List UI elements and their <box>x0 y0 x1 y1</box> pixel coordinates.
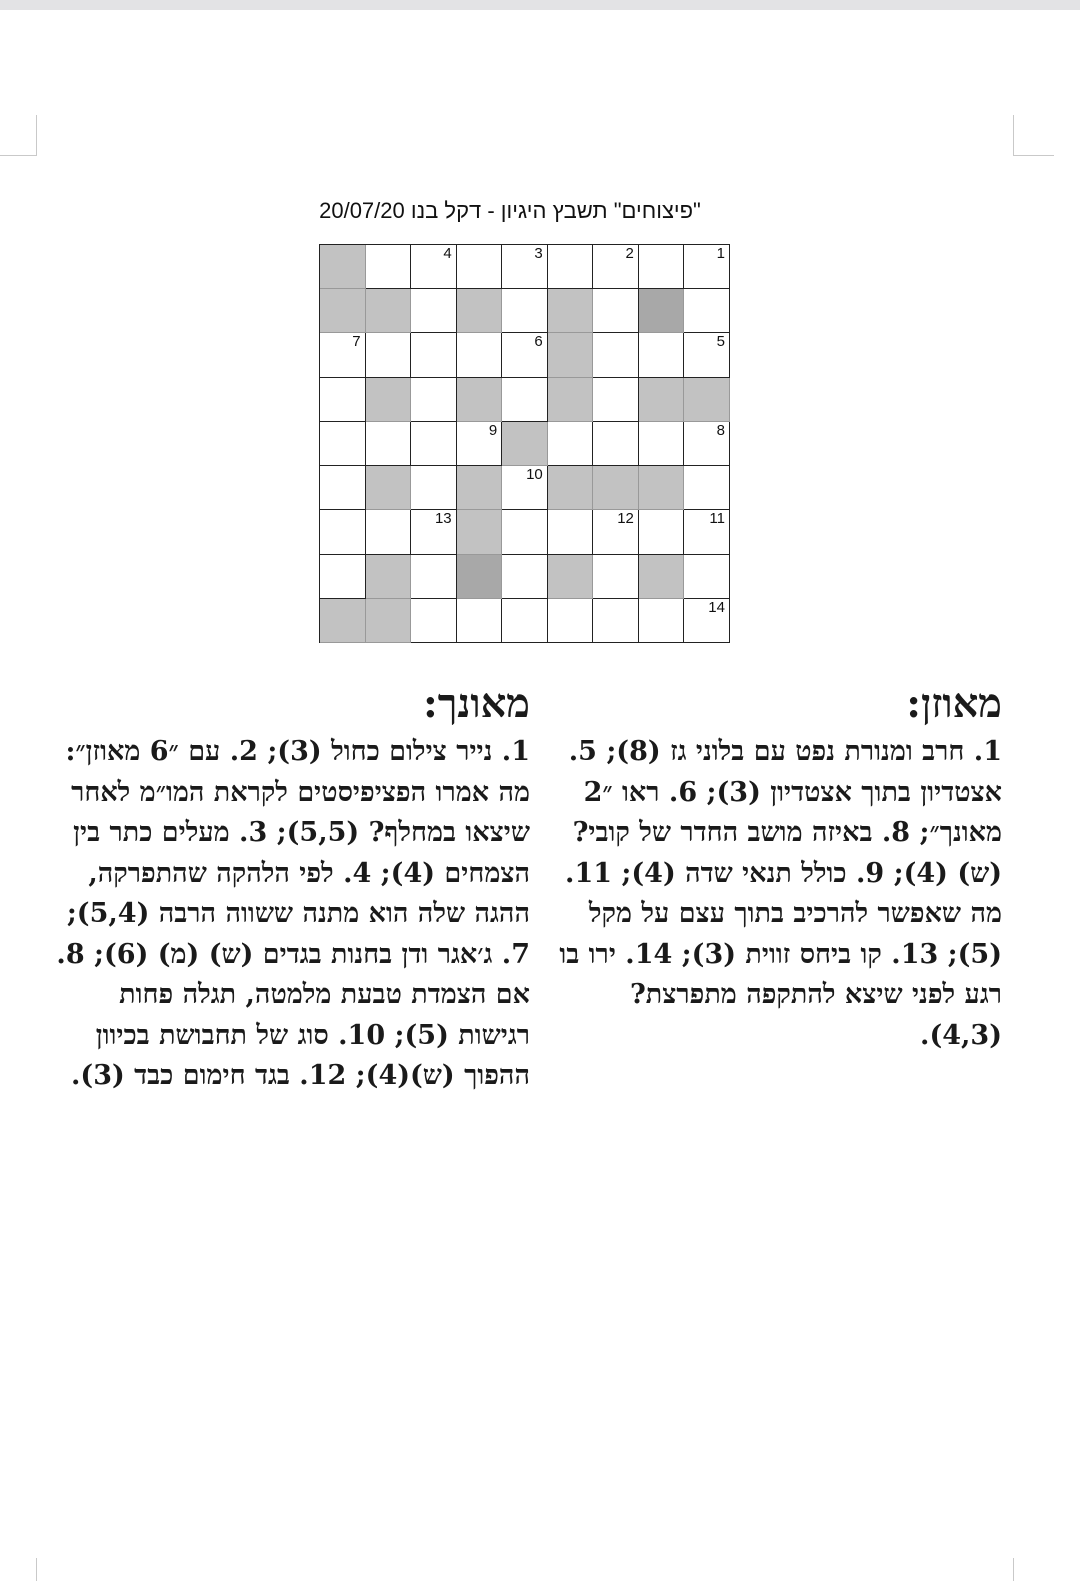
grid-cell[interactable] <box>593 289 639 333</box>
grid-cell[interactable] <box>502 466 548 510</box>
grid-cell[interactable] <box>411 422 457 466</box>
black-cell <box>366 599 412 643</box>
page-title: "פיצוחים" תשבץ היגיון - דקל בנו 20/07/20 <box>319 198 701 223</box>
grid-cell[interactable] <box>411 510 457 554</box>
cell-number: 13 <box>434 510 452 528</box>
grid-cell[interactable] <box>593 555 639 599</box>
grid-cell[interactable] <box>502 378 548 422</box>
grid-cell[interactable] <box>593 378 639 422</box>
grid-cell[interactable] <box>639 599 685 643</box>
black-cell <box>639 378 685 422</box>
grid-cell[interactable] <box>366 510 412 554</box>
grid-cell[interactable] <box>548 245 594 289</box>
crop-mark-top-right <box>1013 115 1054 156</box>
black-cell <box>320 599 366 643</box>
down-clue-text: 1. נייר צילום כחול (3); 2. עם ״6 מאוזן״: מה אמרו הפציפיסטים לקראת המו״מ לאחר שיצאו במחלף? (5,5); 3. מעלים כתר בין הצמחים (4); 4. לפי הלהקה שהתפרקה, ההגה שלה הוא מתנה ששווה הרבה (5,4); 7. ג׳אגר ודן בחנות בגדים (ש) (מ) (6); 8. אם הצמדת טבעת מלמטה, תגלה פחות רגישות (5); 10. סוג של תחבושת בכיוון ההפוך (ש)(4); 12. בגד חימום כבד (3). <box>56 736 530 1091</box>
across-heading: מאוזן: <box>906 680 1002 727</box>
grid-cell[interactable] <box>320 422 366 466</box>
crossword-grid <box>319 244 730 643</box>
crop-mark-top-left <box>0 115 37 156</box>
cell-number: 2 <box>625 245 634 262</box>
grid-cell[interactable] <box>457 333 503 377</box>
grid-cell[interactable] <box>593 245 639 289</box>
grid-cell[interactable] <box>320 378 366 422</box>
top-bar <box>0 0 1080 10</box>
down-heading: מאונך: <box>422 680 530 727</box>
cell-number: 6 <box>534 333 543 351</box>
grid-cell[interactable] <box>684 422 730 466</box>
grid-cell[interactable] <box>502 555 548 599</box>
grid-cell[interactable] <box>684 510 730 554</box>
cell-number: 7 <box>352 333 361 351</box>
grid-cell[interactable] <box>548 599 594 643</box>
grid-cell[interactable] <box>502 510 548 554</box>
black-cell <box>366 555 412 599</box>
grid-cell[interactable] <box>502 289 548 333</box>
grid-cell[interactable] <box>411 466 457 510</box>
crop-mark-bottom-right <box>1013 1558 1054 1581</box>
grid-cell[interactable] <box>502 333 548 377</box>
cell-number: 11 <box>709 510 725 528</box>
black-cell <box>639 289 685 333</box>
black-cell <box>548 466 594 510</box>
grid-cell[interactable] <box>548 510 594 554</box>
grid-cell[interactable] <box>502 245 548 289</box>
down-clues <box>40 680 530 1097</box>
grid-cell[interactable] <box>684 466 730 510</box>
grid-cell[interactable] <box>684 245 730 289</box>
black-cell <box>457 289 503 333</box>
grid-cell[interactable] <box>320 333 366 377</box>
grid-cell[interactable] <box>593 422 639 466</box>
cell-number: 12 <box>617 510 634 528</box>
grid-cell[interactable] <box>411 333 457 377</box>
black-cell <box>457 555 503 599</box>
grid-cell[interactable] <box>639 245 685 289</box>
grid-cell[interactable] <box>411 289 457 333</box>
grid-cell[interactable] <box>684 555 730 599</box>
cell-number: 3 <box>534 245 543 262</box>
cell-number: 14 <box>708 598 725 616</box>
grid-cell[interactable] <box>411 378 457 422</box>
cell-number: 8 <box>716 421 725 439</box>
black-cell <box>320 245 366 289</box>
across-clues <box>550 680 1002 1056</box>
grid-cell[interactable] <box>639 510 685 554</box>
grid-cell[interactable] <box>366 245 412 289</box>
black-cell <box>457 510 503 554</box>
across-clue-text: 1. חרב ומנורת נפט עם בלוני גז (8); 5. אצטדיון בתוך אצטדיון (3); 6. ראו ״2 מאונך״; 8. באיזה מושב החדר של קובי? (ש) (4); 9. כולל תנאי שדה (4); 11. מה שאפשר להרכיב בתוך עצם על מקל (5); 13. קו ביחס זווית (3); 14. ירו בו רגע לפני שיצא להתקפה מתפרצת? (4,3). <box>559 736 1002 1051</box>
black-cell <box>502 422 548 466</box>
black-cell <box>684 378 730 422</box>
black-cell <box>548 555 594 599</box>
grid-cell[interactable] <box>593 333 639 377</box>
grid-cell[interactable] <box>684 289 730 333</box>
cell-number: 5 <box>716 333 725 351</box>
cell-number: 10 <box>526 466 543 484</box>
grid-cell[interactable] <box>320 466 366 510</box>
black-cell <box>548 333 594 377</box>
cell-number: 1 <box>716 245 725 262</box>
black-cell <box>548 378 594 422</box>
crop-mark-bottom-left <box>0 1558 37 1581</box>
grid-cell[interactable] <box>593 599 639 643</box>
grid-cell[interactable] <box>684 333 730 377</box>
grid-cell[interactable] <box>593 510 639 554</box>
cell-number: 9 <box>488 421 498 439</box>
grid-cell[interactable] <box>684 599 730 643</box>
grid-cell[interactable] <box>457 422 503 466</box>
grid-cell[interactable] <box>366 422 412 466</box>
grid-cell[interactable] <box>639 333 685 377</box>
grid-cell[interactable] <box>411 555 457 599</box>
grid-cell[interactable] <box>366 333 412 377</box>
black-cell <box>366 378 412 422</box>
cell-number: 4 <box>443 245 452 262</box>
black-cell <box>457 466 503 510</box>
black-cell <box>457 378 503 422</box>
grid-cell[interactable] <box>457 599 503 643</box>
grid-cell[interactable] <box>548 422 594 466</box>
grid-cell[interactable] <box>320 555 366 599</box>
black-cell <box>366 466 412 510</box>
grid-cell[interactable] <box>320 510 366 554</box>
grid-cell[interactable] <box>639 422 685 466</box>
grid-cell[interactable] <box>411 599 457 643</box>
black-cell <box>366 289 412 333</box>
grid-cell[interactable] <box>411 245 457 289</box>
grid-cell[interactable] <box>502 599 548 643</box>
black-cell <box>639 555 685 599</box>
black-cell <box>639 466 685 510</box>
black-cell <box>320 289 366 333</box>
black-cell <box>593 466 639 510</box>
grid-cell[interactable] <box>457 245 503 289</box>
black-cell <box>548 289 594 333</box>
